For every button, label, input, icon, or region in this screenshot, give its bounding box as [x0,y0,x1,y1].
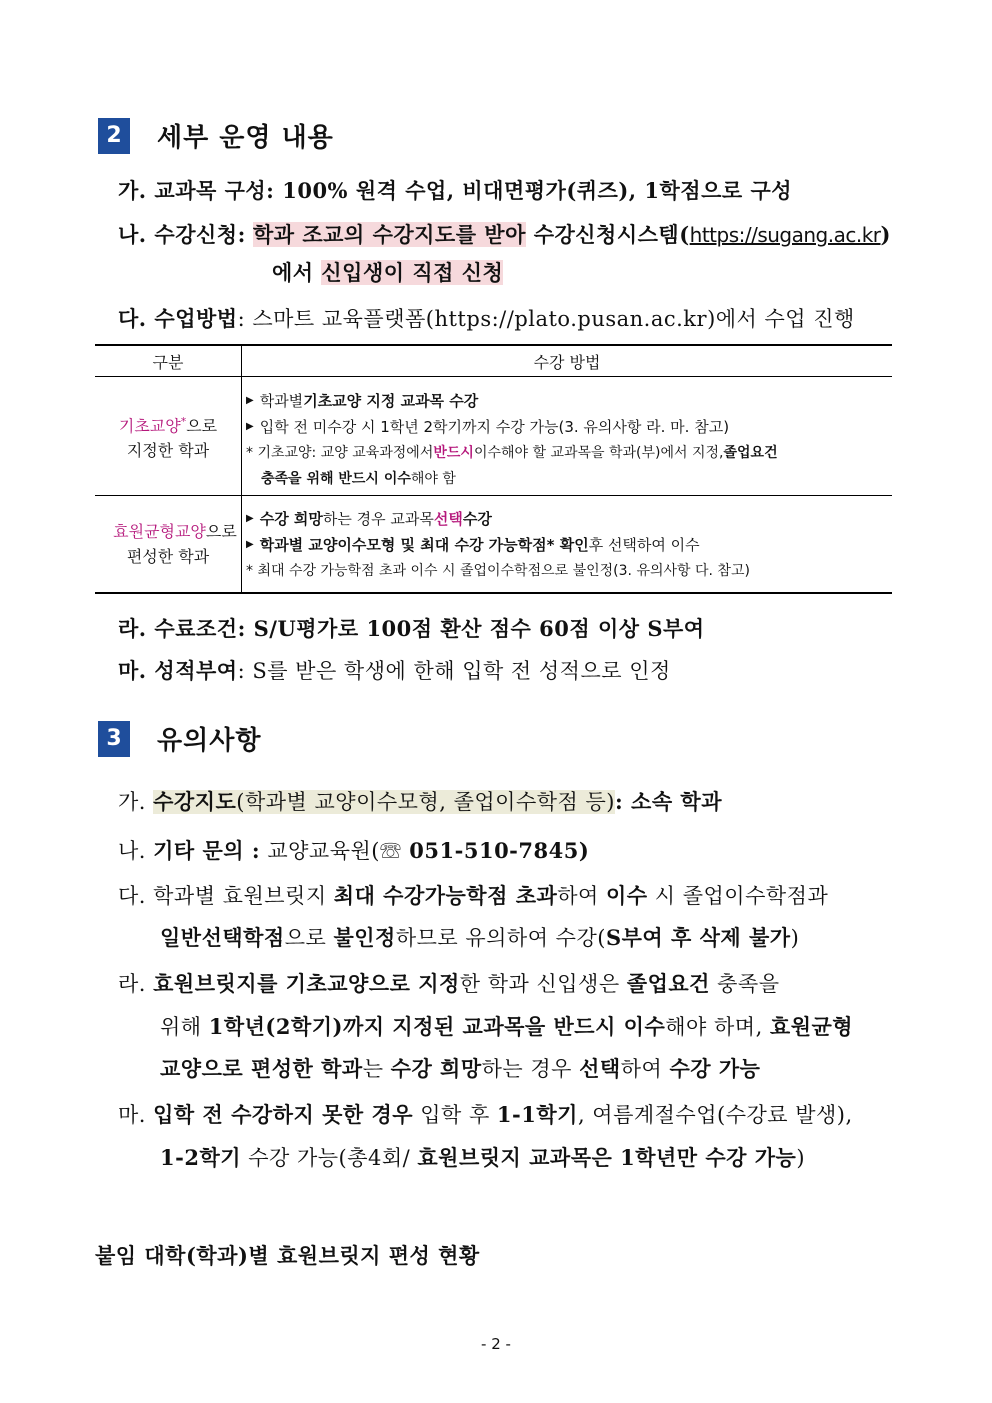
notice-ma-line2 [160,1142,805,1172]
notice-ga [118,786,722,816]
notice-da-line1 [118,880,828,910]
item-text: 수강신청시스템( [525,222,690,247]
header-category: 구분 [95,346,242,376]
header-method: 수강 방법 [533,352,601,372]
note-mag: 반드시 [433,445,474,461]
notice-ra-line1 [118,968,780,998]
bold-text: 일반선택학점 [160,925,285,950]
item-text: : 스마트 교육플랫폼(https://plato.pusan.ac.kr)에서 수업 진행 [237,307,855,331]
bullet-item [246,531,892,557]
attachment-note: 붙임 대학(학과)별 효원브릿지 편성 현황 [95,1243,480,1268]
item-label: 마. 성적부여 [118,658,238,683]
close-paren: ) [880,222,891,247]
colon: : [237,222,246,247]
phone-number: 051-510-7845) [401,838,590,863]
category-colored: 효원균형교양 [113,522,206,541]
section-3-heading [98,720,261,757]
table-header [95,344,892,377]
text: 는 [362,1057,391,1081]
method-table [95,344,892,594]
bullet-item [246,505,892,531]
section-title: 세부 운영 내용 [157,123,334,153]
text: 해야 하며, [665,1015,770,1039]
note-bold: 졸업요건 [723,445,778,461]
item-label: 가. [118,790,154,814]
text: 하여 [557,884,607,908]
text: 시 졸업이수학점과 [647,884,829,908]
item-label: 나. [118,839,154,863]
category-line2: 지정한 학과 [126,441,210,461]
note-text: 해야 함 [410,471,456,487]
triangle-bullet-icon: ▶ [246,420,254,432]
bullet-text: 하는 경우 교과목 [322,509,434,528]
bullet-bold: 학과별 교양이수모형 및 최대 수강 가능학점* 확인 [259,535,589,554]
bold-text: S부여 후 삭제 불가 [605,925,791,950]
category-colored: 기초교양 [118,416,181,436]
phone-icon: ☏ [379,839,402,863]
item-text: : S/U평가로 100점 환산 점수 60점 이상 S부여 [237,616,705,641]
bullet-text: 입학 전 미수강 시 1학년 2학기까지 수강 가능(3. 유의사항 라. 마. 참고) [259,417,730,436]
bold-text: 효원균형 [769,1014,854,1039]
section-2-heading [98,117,334,154]
bullet-text: 후 선택하여 이수 [588,535,700,554]
text: ) [790,926,800,950]
item-na [118,219,891,249]
bold-text: 최대 수강가능학점 초과 [333,883,558,908]
text: 입학 후 [413,1103,497,1127]
item-label: 라. 수료조건 [118,616,238,641]
highlight-text: 신입생이 직접 신청 [321,260,504,285]
note-line [246,465,892,491]
notice-na [118,835,589,865]
bold-text: 수강 가능 [669,1056,761,1081]
row-category [95,496,242,592]
star-mark: * [180,414,187,428]
bullet-bold: 수강 [462,509,492,528]
text: 마. [118,1103,154,1127]
item-tail: : 소속 학과 [614,789,722,814]
bullet-bold: 수강 희망 [259,509,323,528]
bullet-mag: 선택 [433,509,463,528]
bold-text: 입학 전 수강하지 못한 경우 [153,1102,414,1127]
sugang-link[interactable]: https://sugang.ac.kr [689,223,881,247]
note-text: 이수해야 할 교과목을 학과(부)에서 지정, [473,445,724,461]
bold-text: 1-1학기 [496,1102,578,1127]
highlight-bold: 수강지도 [153,789,237,814]
bold-text: 수강 희망 [390,1056,482,1081]
note-text: * 기초교양: 교양 교육과정에서 [246,445,434,461]
category-rest: 으로 [205,522,237,541]
note-line [246,439,892,465]
item-ra [118,613,705,643]
text: 다. 학과별 효원브릿지 [118,884,334,908]
text: 으로 [284,926,334,950]
text: 한 학과 신입생은 [459,972,627,996]
note-bold: 충족을 위해 반드시 이수 [261,471,411,487]
bold-text: 이수 [606,883,648,908]
highlight-text: 학과 조교의 수강지도를 받아 [253,222,526,247]
triangle-bullet-icon: ▶ [246,394,254,406]
category-line2: 편성한 학과 [126,547,210,566]
item-label: 나. 수강신청 [118,222,238,247]
table-row [95,496,892,594]
text: 하므로 유의하여 수강( [395,926,606,950]
item-da [118,303,855,333]
notice-ra-line3 [160,1053,760,1083]
notice-ma-line1 [118,1099,853,1129]
section-number-badge: 3 [98,721,130,757]
bold-text: 1-2학기 [160,1145,242,1170]
bold-text: 교양으로 편성한 학과 [160,1056,363,1081]
item-text: 교양교육원( [260,839,380,863]
row-method [242,377,892,495]
notice-ra-line2 [160,1011,853,1041]
item-text: 에서 [272,260,322,285]
text: 라. [118,972,154,996]
section-number-badge: 2 [98,118,130,154]
item-bold: 기타 문의 : [153,838,261,863]
triangle-bullet-icon: ▶ [246,512,254,524]
item-text: : 100% 원격 수업, 비대면평가(퀴즈), 1학점으로 구성 [266,178,793,203]
notice-da-line2 [160,922,799,952]
bullet-bold: 기초교양 지정 교과목 수강 [303,391,479,410]
text: 수강 가능(총4회/ [241,1146,418,1170]
bold-text: 효원브릿지를 기초교양으로 지정 [153,971,460,996]
text: , 여름계절수업(수강료 발생), [577,1103,853,1127]
bold-text: 불인정 [333,925,396,950]
note-line: * 최대 수강 가능학점 초과 이수 시 졸업이수학점으로 불인정(3. 유의사항 다. 참고) [246,563,750,579]
bullet-text: 학과별 [259,391,304,410]
highlight-text: (학과별 교양이수모형, 졸업이수학점 등) [236,790,615,814]
bold-text: 1학년(2학기)까지 지정된 교과목을 반드시 이수 [208,1014,666,1039]
bullet-item [246,413,892,439]
category-rest: 으로 [186,416,218,436]
bold-text: 효원브릿지 교과목은 1학년만 수강 가능 [417,1145,797,1170]
item-na-line2 [272,257,503,287]
text: 하여 [620,1057,670,1081]
text: 위해 [160,1015,209,1039]
table-row [95,377,892,496]
item-label: 다. 수업방법 [118,306,238,331]
item-label: 가. 교과목 구성 [118,178,267,203]
text: ) [796,1146,806,1170]
triangle-bullet-icon: ▶ [246,538,254,550]
row-method [242,496,892,592]
item-ma [118,655,671,685]
page-number: - 2 - [481,1335,511,1353]
row-category [95,377,242,495]
text: 하는 경우 [481,1057,580,1081]
item-ga [118,175,792,205]
bullet-item [246,387,892,413]
bold-text: 졸업요건 [626,971,710,996]
item-text: : S를 받은 학생에 한해 입학 전 성적으로 인정 [237,659,671,683]
bold-text: 선택 [579,1056,621,1081]
section-title: 유의사항 [157,726,262,756]
text: 충족을 [709,972,780,996]
